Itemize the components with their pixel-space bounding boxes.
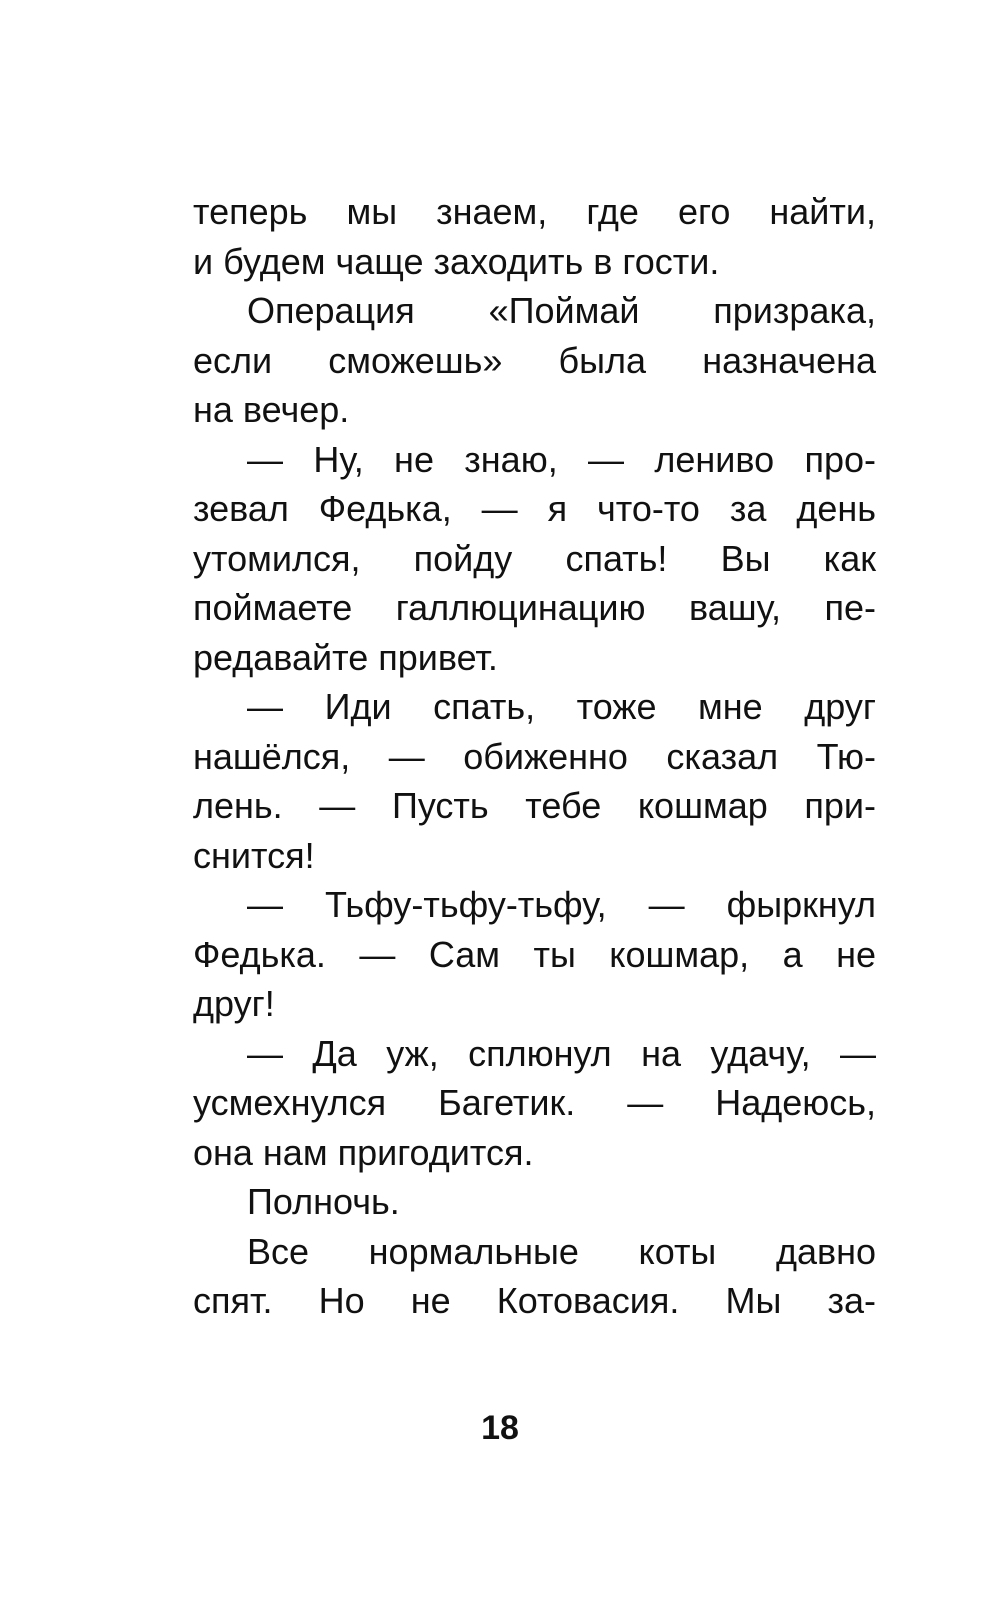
text-line: — Тьфу-тьфу-тьфу, — фыркнул [247, 884, 876, 925]
text-line: поймаете галлюцинацию вашу, пе- [193, 587, 876, 628]
text-line: — Иди спать, тоже мне друг [247, 686, 876, 727]
text-line: спят. Но не Котовасия. Мы за- [193, 1280, 876, 1321]
text-line: Федька. — Сам ты кошмар, а не [193, 933, 876, 975]
text-line: на вечер. [193, 389, 350, 430]
text-line: — Да уж, сплюнул на удачу, — [247, 1032, 876, 1074]
text-line: усмехнулся Багетик. — Надеюсь, [193, 1082, 876, 1123]
text-line: она нам пригодится. [193, 1131, 534, 1173]
text-line: и будем чаще заходить в гости. [193, 240, 720, 282]
text-line: друг! [193, 983, 275, 1024]
text-line: Операция «Поймай призрака, [247, 290, 876, 331]
text-line: зевал Федька, — я что-то за день [193, 488, 876, 529]
text-line: Все нормальные коты давно [247, 1230, 876, 1272]
text-line: если сможешь» была назначена [193, 339, 876, 381]
page-number: 18 [481, 1409, 519, 1447]
text-line: утомился, пойду спать! Вы как [193, 537, 876, 579]
text-line: теперь мы знаем, где его найти, [193, 191, 876, 232]
text-line: лень. — Пусть тебе кошмар при- [193, 785, 876, 826]
text-line: снится! [193, 834, 315, 876]
text-line: — Ну, не знаю, — лениво про- [247, 438, 876, 480]
text-line: редавайте привет. [193, 636, 498, 678]
text-line: Полночь. [247, 1181, 400, 1222]
text-line: нашёлся, — обиженно сказал Тю- [193, 735, 876, 777]
body-text [193, 187, 876, 1326]
